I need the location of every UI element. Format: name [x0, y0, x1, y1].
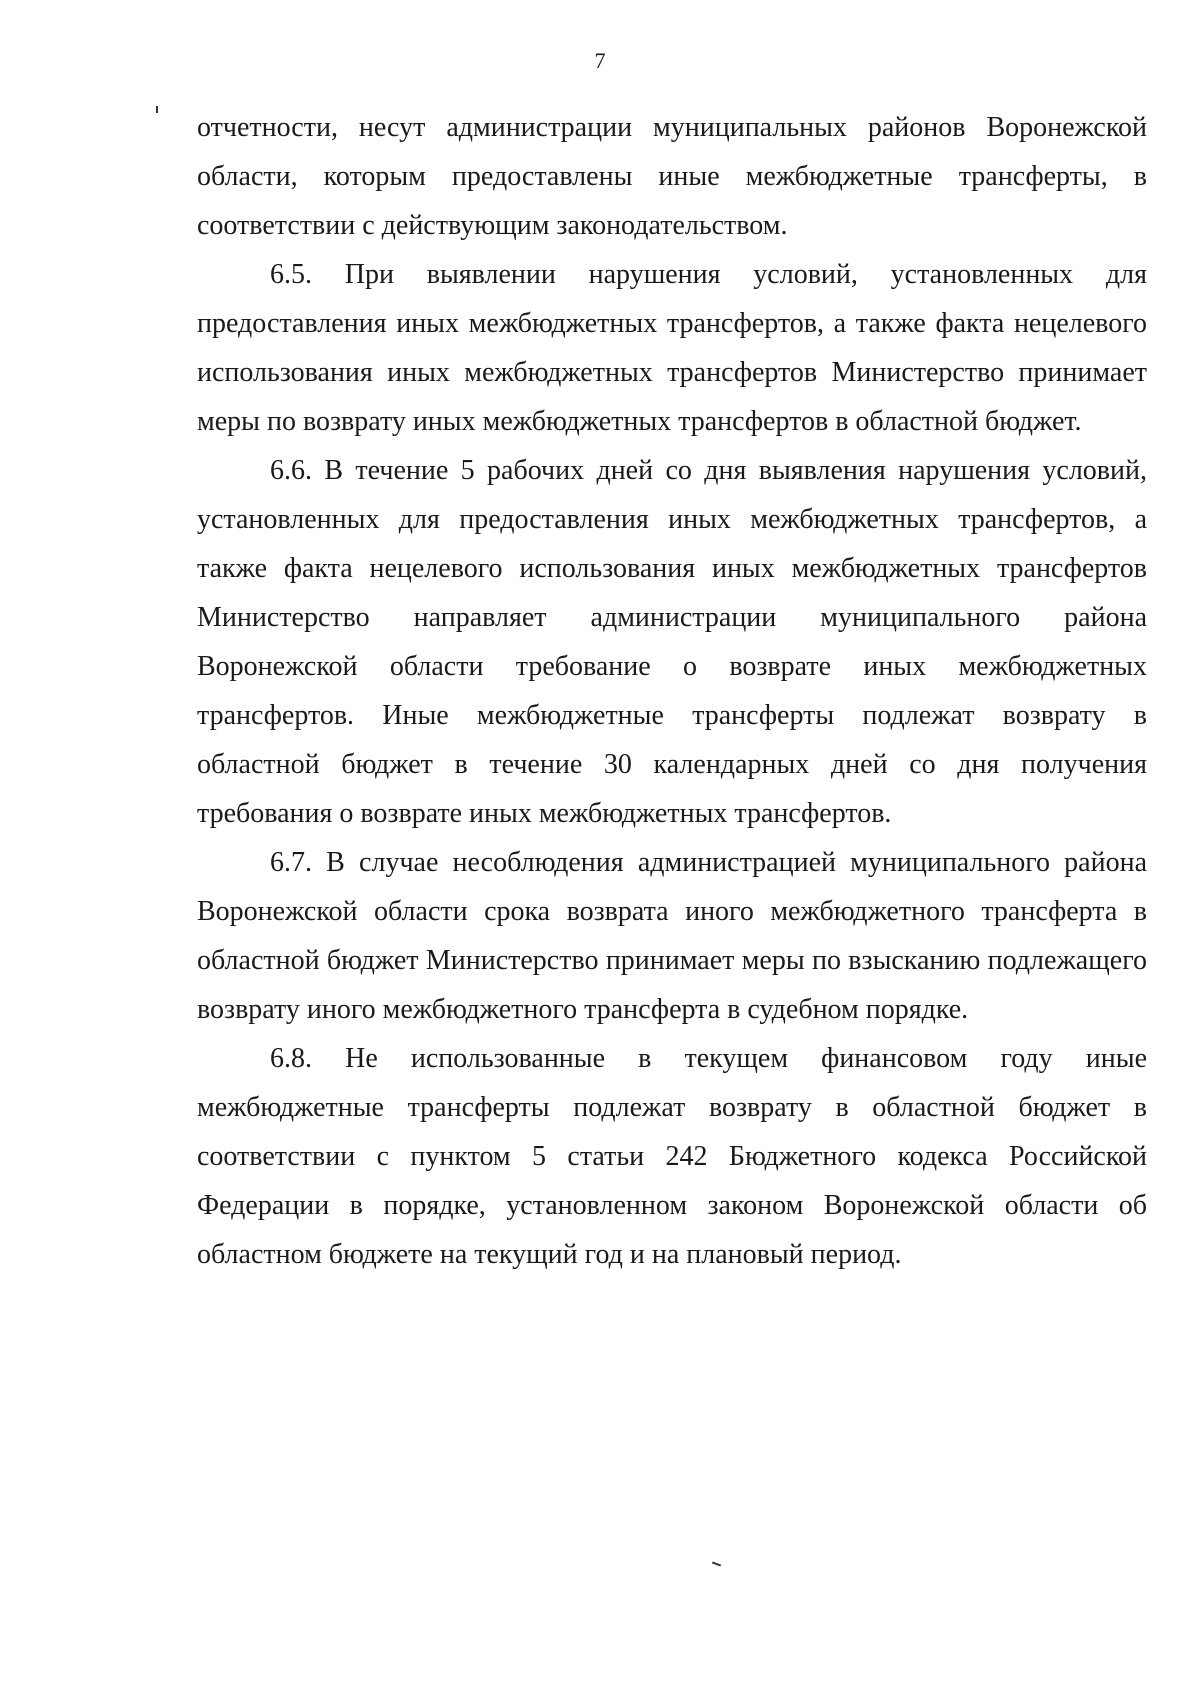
paragraph-6-6: 6.6. В течение 5 рабочих дней со дня выявления нарушения условий, установленных для предоставления иных межбюджетных трансфертов, а также факта нецелевого использования иных межбюджетных трансфертов Министерство направляет администрации муниципального района Воронежской области требование о возврате иных межбюджетных трансфертов. Иные межбюджетные трансферты подлежат возврату в областной бюджет в течение 30 календарных дней со дня получения требования о возврате иных межбюджетных трансфертов. [197, 455, 1147, 829]
paragraph-6-5: 6.5. При выявлении нарушения условий, установленных для предоставления иных межбюджетных трансфертов, а также факта нецелевого использования иных межбюджетных трансфертов Министерство принимает меры по возврату иных межбюджетных трансфертов в областной бюджет. [197, 259, 1147, 437]
page-number: 7 [594, 48, 606, 73]
scan-speck [156, 106, 158, 113]
paragraph-continuation: отчетности, несут администрации муниципальных районов Воронежской области, которым предоставлены иные межбюджетные трансферты, в соответствии с действующим законодательством. [197, 112, 1147, 241]
paragraph-6-7: 6.7. В случае несоблюдения администрацией муниципального района Воронежской области срока возврата иного межбюджетного трансферта в областной бюджет Министерство принимает меры по взысканию подлежащего возврату иного межбюджетного трансферта в судебном порядке. [197, 847, 1147, 1025]
paragraph-6-8: 6.8. Не использованные в текущем финансовом году иные межбюджетные трансферты подлежат возврату в областной бюджет в соответствии с пунктом 5 статьи 242 Бюджетного кодекса Российской Федерации в порядке, установленном законом Воронежской области об областном бюджете на текущий год и на плановый период. [197, 1043, 1147, 1270]
scan-speck [712, 1562, 721, 1567]
document-body [197, 103, 1147, 1279]
